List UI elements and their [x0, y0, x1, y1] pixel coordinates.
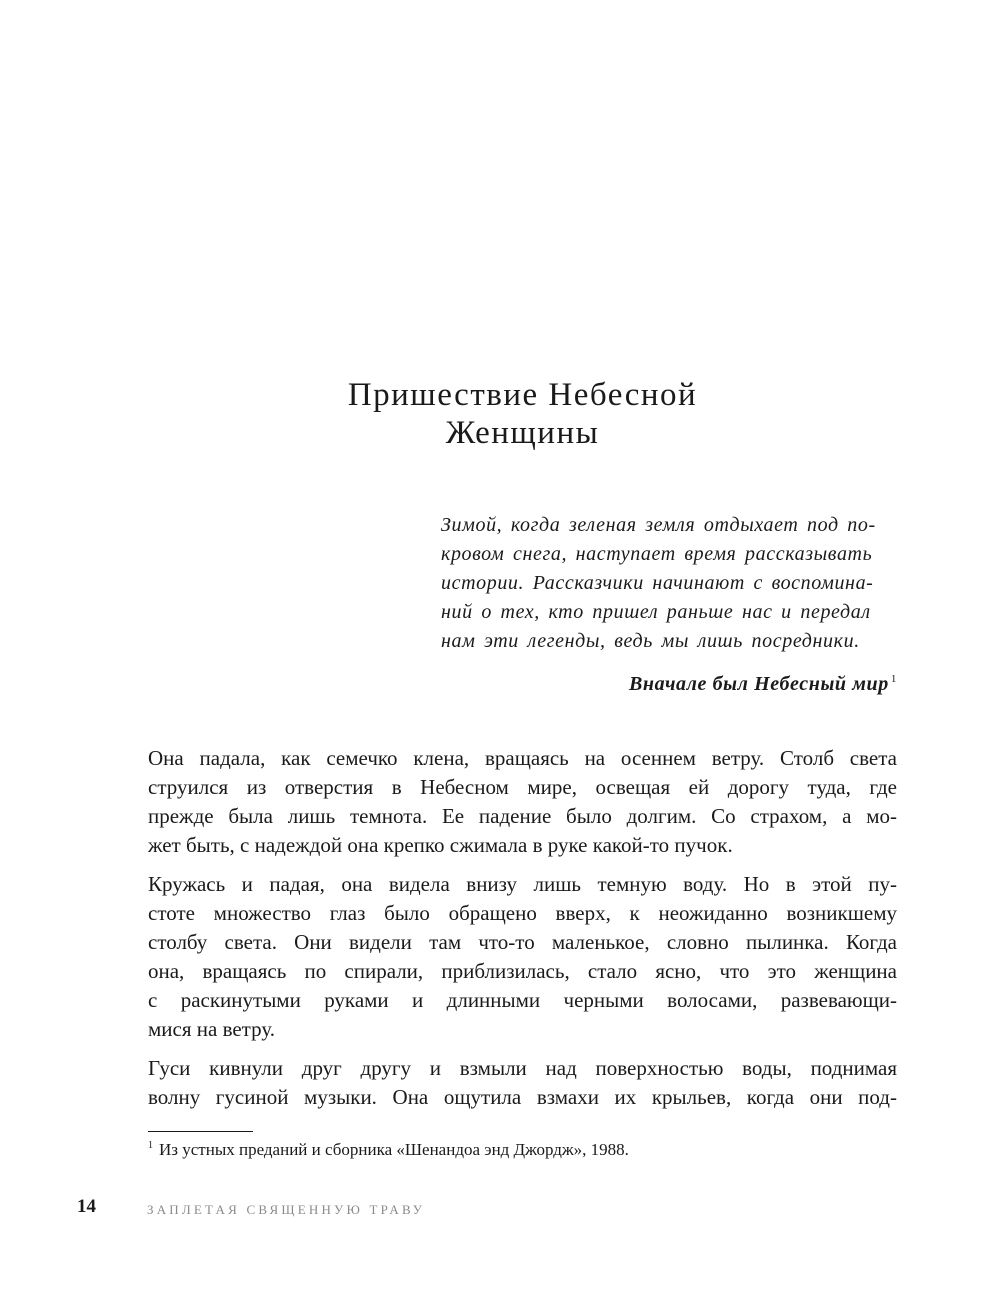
epigraph-source — [629, 673, 897, 696]
footnote-text: Из устных преданий и сборника «Шенандоа энд Джордж», 1988. — [159, 1140, 629, 1159]
epigraph-line: кровом снега, наступает время рассказывать — [441, 543, 873, 565]
paragraph — [148, 744, 897, 860]
text-line: столбу света. Они видели там что-то маленькое, словно пылинка. Когда — [148, 930, 897, 954]
chapter-title-line: Женщины — [445, 415, 600, 451]
text-line: Кружась и падая, она видела внизу лишь темную воду. Но в этой пу- — [148, 872, 897, 896]
body-text — [148, 744, 897, 1122]
epigraph-line: нам эти легенды, ведь мы лишь посредники. — [441, 630, 860, 652]
paragraph — [148, 870, 897, 1044]
text-line: мися на ветру. — [148, 1017, 275, 1041]
paragraph — [148, 1054, 897, 1112]
epigraph — [441, 511, 897, 656]
footnote-reference[interactable]: 1 — [890, 673, 897, 685]
footnote-marker: 1 — [148, 1140, 153, 1151]
page-number: 14 — [77, 1196, 96, 1217]
text-line: жет быть, с надеждой она крепко сжимала в руке какой-то пучок. — [148, 833, 733, 857]
epigraph-line: истории. Рассказчики начинают с воспомина- — [441, 572, 874, 594]
chapter-title — [0, 376, 987, 452]
text-line: струился из отверстия в Небесном мире, освещая ей дорогу туда, где — [148, 775, 897, 799]
epigraph-line: Зимой, когда зеленая земля отдыхает под по- — [441, 514, 876, 536]
text-line: она, вращаясь по спирали, приблизилась, стало ясно, что это женщина — [148, 959, 897, 983]
text-line: стоте множество глаз было обращено вверх, к неожиданно возникшему — [148, 901, 897, 925]
running-head: ЗАПЛЕТАЯ СВЯЩЕННУЮ ТРАВУ — [147, 1202, 426, 1217]
text-line: Гуси кивнули друг другу и взмыли над поверхностью воды, поднимая — [148, 1056, 897, 1080]
text-line: прежде была лишь темнота. Ее падение было долгим. Со страхом, а мо- — [148, 804, 897, 828]
epigraph-source-text: Вначале был Небесный мир — [628, 673, 889, 695]
text-line: Она падала, как семечко клена, вращаясь на осеннем ветру. Столб света — [148, 746, 897, 770]
footnote — [148, 1140, 629, 1160]
chapter-title-line: Пришествие Небесной — [347, 377, 698, 413]
footnote-divider — [148, 1131, 253, 1132]
text-line: волну гусиной музыки. Она ощутила взмахи их крыльев, когда они под- — [148, 1085, 897, 1109]
epigraph-line: ний о тех, кто пришел раньше нас и передал — [441, 601, 871, 623]
text-line: с раскинутыми руками и длинными черными волосами, развевающи- — [148, 988, 897, 1012]
